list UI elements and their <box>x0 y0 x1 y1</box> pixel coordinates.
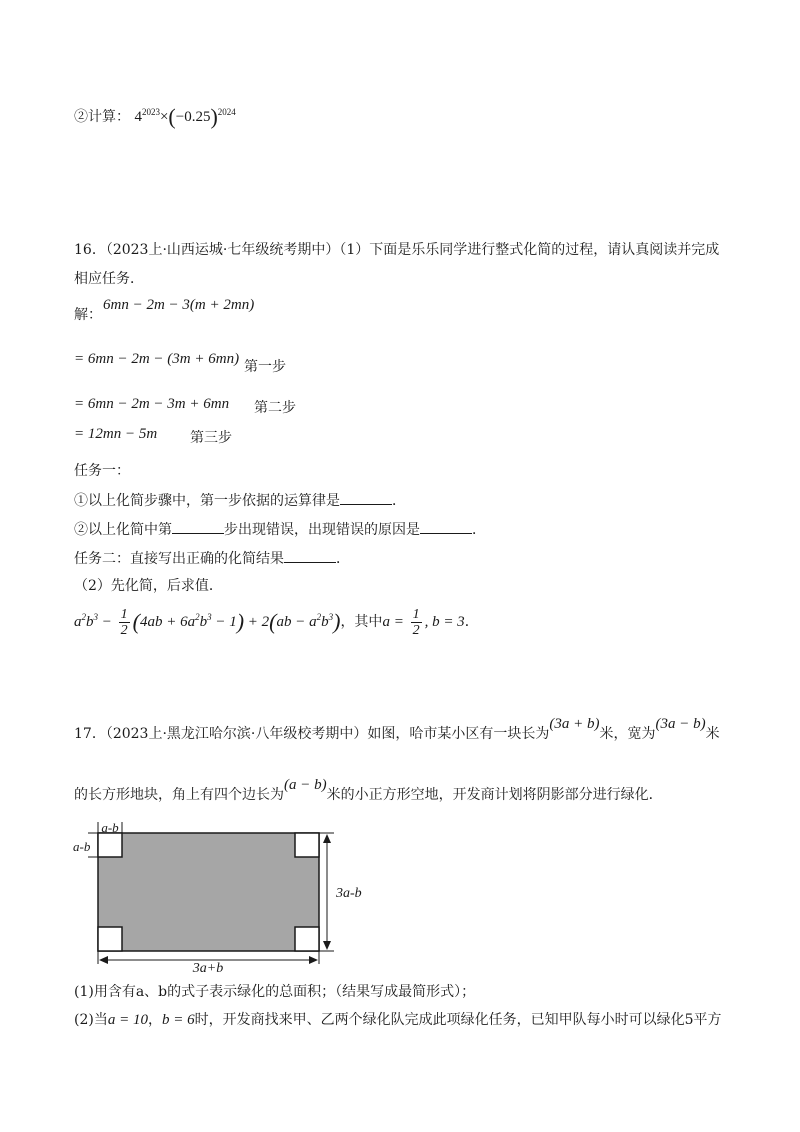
corner-square-bottom-right <box>295 927 319 951</box>
q16-step3-expr: = 12mn − 5m <box>74 426 158 442</box>
q16-step2-label: 第二步 <box>254 400 296 416</box>
q16-step3-label: 第三步 <box>190 430 232 446</box>
q17-line2: 的长方形地块，角上有四个边长为(a − b)米的小正方形空地，开发商计划将阴影部分进行绿化． <box>74 777 663 803</box>
arrow-left-icon <box>99 956 108 964</box>
q16-step2-expr: = 6mn − 2m − 3m + 6mn <box>74 396 230 412</box>
q16-header: 16．（2023上·山西运城·七年级统考期中）（1）下面是乐乐同学进行整式化简的过程，请认真阅读并完成 <box>74 242 720 258</box>
q17-header: 17．（2023上·黑龙江哈尔滨·八年级校考期中）如图，哈市某小区有一块长为(3a + b)米，宽为(3a − b)米 <box>74 716 720 742</box>
label-right: 3a-b <box>336 886 362 901</box>
fraction: $\frac{1}{2}$ <box>120 607 128 639</box>
q16-line0: 6mn − 2m − 3(m + 2mn) <box>103 297 255 313</box>
shaded-rectangle <box>98 833 319 951</box>
fraction: $\frac{1}{2}$ <box>412 607 420 639</box>
corner-square-top-left <box>98 833 122 857</box>
q16-step1-expr: = 6mn − 2m − (3m + 6mn) <box>74 351 240 367</box>
q16-task2: 任务二：直接写出正确的化简结果 ． <box>74 548 350 568</box>
label-top: a-b <box>101 820 119 835</box>
q16-solution-label: 解： <box>74 307 102 323</box>
q15-expression: $4^{2023}\times(-0.25)^{2024}$ <box>134 104 236 129</box>
q15-label: ②计算： <box>74 109 130 125</box>
q16-header-cont: 相应任务． <box>74 271 144 287</box>
arrow-right-icon <box>309 956 318 964</box>
label-bottom: 3a+b <box>192 961 224 976</box>
q16-step1-label: 第一步 <box>244 359 286 375</box>
q16-part2-expression: $a^2b^3$ − $\frac{1}{2}$ $(4ab + 6a^2b^3 - 1) + 2(ab - a^2b^3)$，其中a = $\frac{1}{2}$ , b = 3． <box>74 607 479 639</box>
q17-sub1: (1)用含有a、b的式子表示绿化的总面积；（结果写成最简形式）； <box>74 984 476 1000</box>
q16-task1-q2: ②以上化简中第 步出现错误，出现错误的原因是 ． <box>74 519 486 539</box>
q16-task1-title: 任务一： <box>74 463 130 479</box>
corner-square-bottom-left <box>98 927 122 951</box>
q17-sub2: (2)当a = 10，b = 6时，开发商找来甲、乙两个绿化队完成此项绿化任务，已知甲队每小时可以绿化5平方 <box>74 1012 722 1028</box>
q16-task1-q1: ①以上化简步骤中，第一步依据的运算律是 ． <box>74 490 406 510</box>
corner-square-top-right <box>295 833 319 857</box>
arrow-up-icon <box>323 834 331 843</box>
label-left: a-b <box>73 839 91 854</box>
q16-part2-title: （2）先化简，后求值． <box>74 578 223 594</box>
arrow-down-icon <box>323 941 331 950</box>
